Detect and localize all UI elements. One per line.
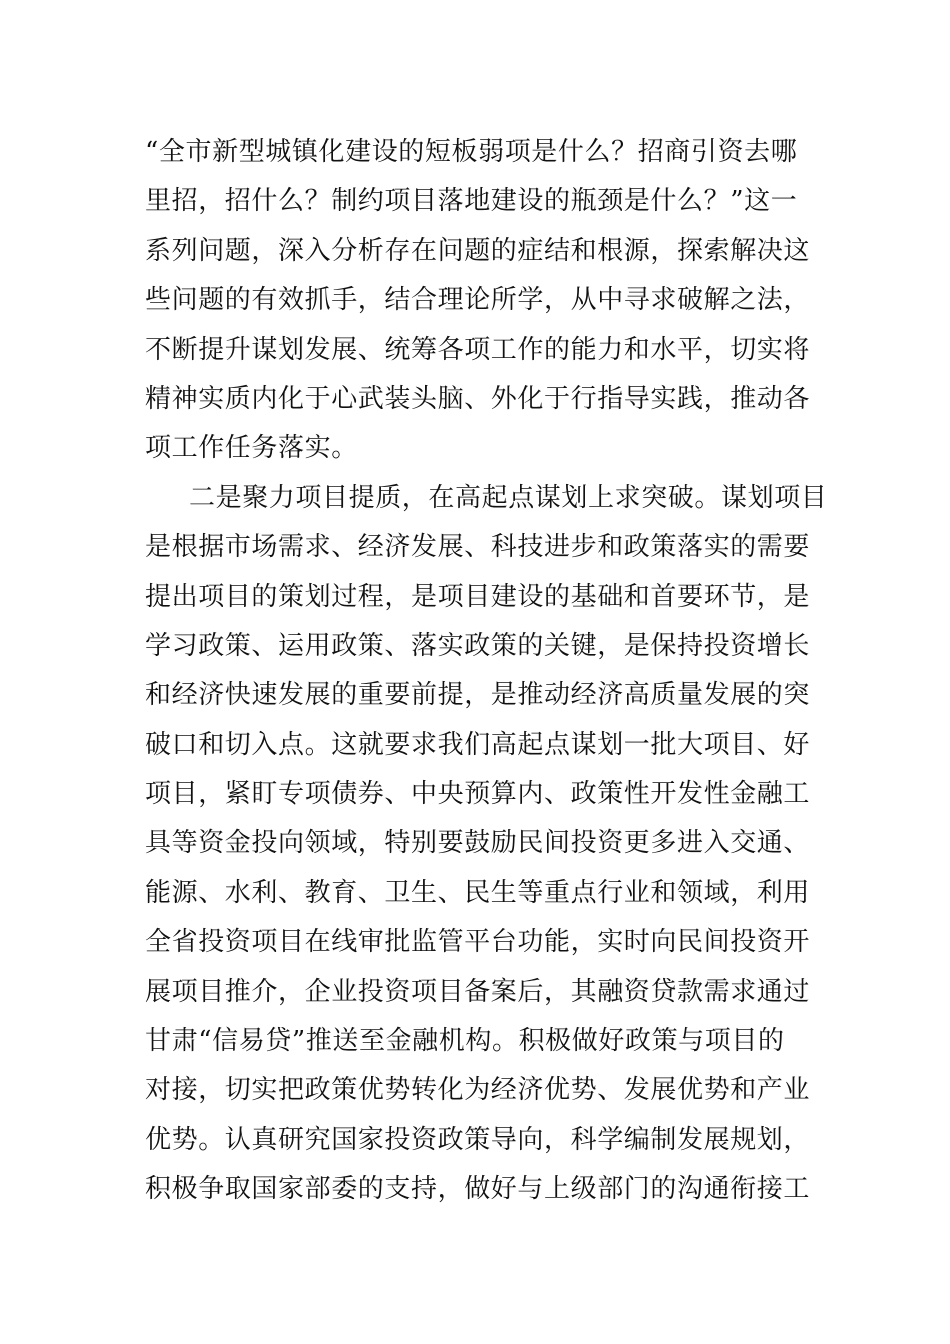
text-line: 项目，紧盯专项债券、中央预算内、政策性开发性金融工 bbox=[145, 779, 811, 810]
text-line: 能源、水利、教育、卫生、民生等重点行业和领域，利用 bbox=[145, 877, 811, 908]
body-text bbox=[145, 128, 828, 1215]
text-line: 项工作任务落实。 bbox=[145, 433, 358, 464]
text-line: “全市新型城镇化建设的短板弱项是什么？招商引资去哪 bbox=[145, 137, 798, 167]
text-line: 学习政策、运用政策、落实政策的关键，是保持投资增长 bbox=[145, 630, 811, 661]
text-line: 积极争取国家部委的支持，做好与上级部门的沟通衔接工 bbox=[145, 1174, 811, 1205]
text-line: 不断提升谋划发展、统筹各项工作的能力和水平，切实将 bbox=[145, 334, 811, 365]
text-line: 和经济快速发展的重要前提，是推动经济高质量发展的突 bbox=[145, 680, 811, 711]
text-line: 全省投资项目在线审批监管平台功能，实时向民间投资开 bbox=[145, 927, 811, 958]
text-line: 展项目推介，企业投资项目备案后，其融资贷款需求通过 bbox=[145, 976, 811, 1007]
text-line: 里招，招什么？制约项目落地建设的瓶颈是什么？”这一 bbox=[145, 186, 798, 217]
text-line: 优势。认真研究国家投资政策导向，科学编制发展规划， bbox=[145, 1124, 811, 1155]
paragraph-first-line: 二是聚力项目提质，在高起点谋划上求突破。谋划项目 bbox=[189, 482, 828, 513]
text-line: 对接，切实把政策优势转化为经济优势、发展优势和产业 bbox=[145, 1075, 811, 1106]
text-line: 甘肃“信易贷”推送至金融机构。积极做好政策与项目的 bbox=[145, 1026, 785, 1057]
text-line: 是根据市场需求、经济发展、科技进步和政策落实的需要 bbox=[145, 532, 811, 563]
text-line: 破口和切入点。这就要求我们高起点谋划一批大项目、好 bbox=[145, 729, 811, 760]
text-line: 具等资金投向领域，特别要鼓励民间投资更多进入交通、 bbox=[145, 828, 811, 859]
text-line: 精神实质内化于心武装头脑、外化于行指导实践，推动各 bbox=[145, 383, 811, 414]
text-line: 提出项目的策划过程，是项目建设的基础和首要环节，是 bbox=[145, 581, 811, 612]
text-line: 些问题的有效抓手，结合理论所学，从中寻求破解之法， bbox=[145, 285, 811, 316]
text-line: 系列问题，深入分析存在问题的症结和根源，探索解决这 bbox=[145, 235, 811, 266]
